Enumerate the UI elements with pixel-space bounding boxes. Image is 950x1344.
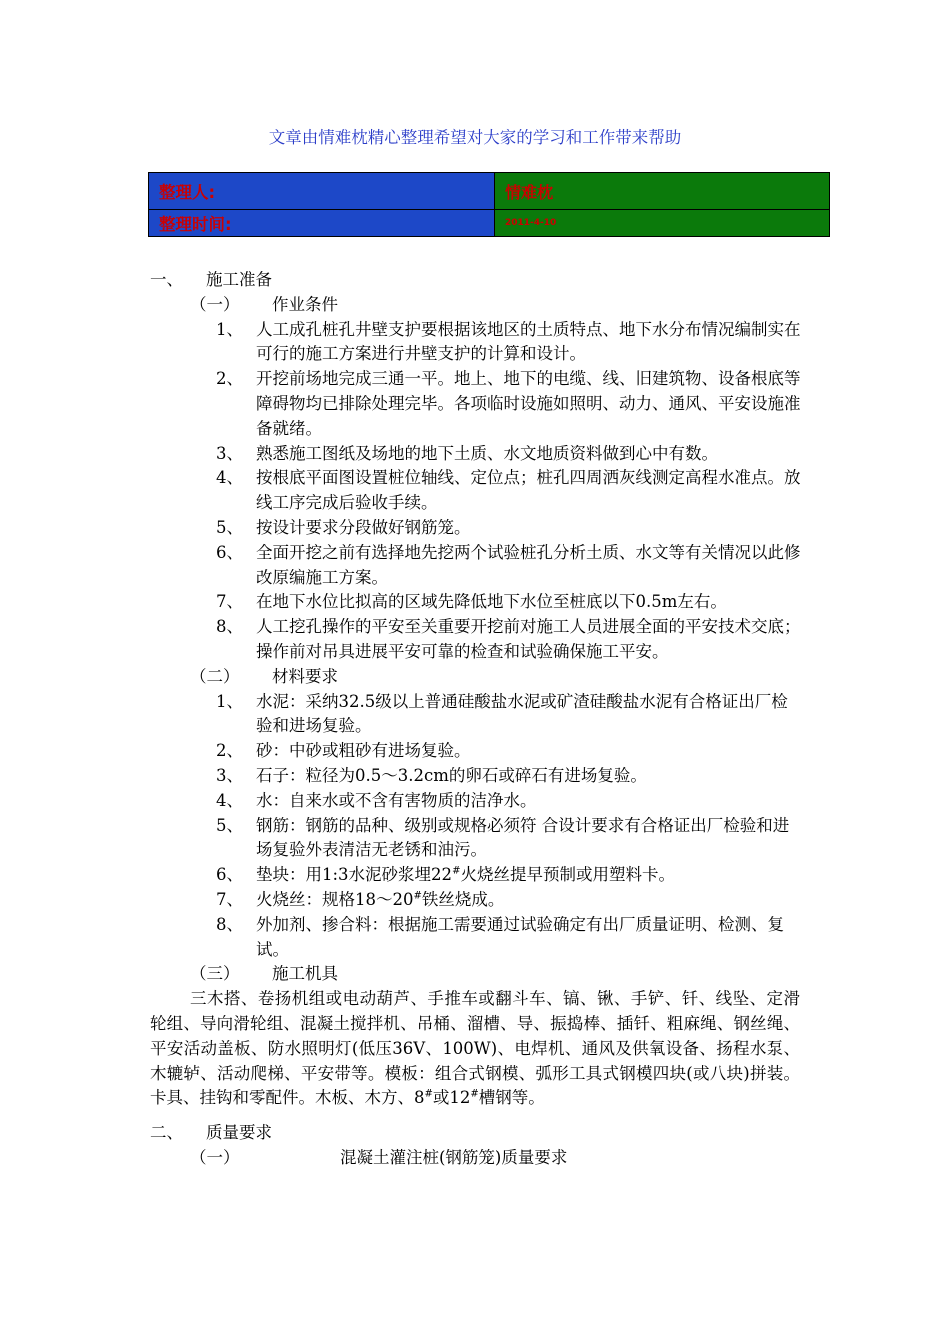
item-number: 8、: [216, 914, 243, 934]
subsection-number: （三）: [190, 964, 240, 984]
list-item: [0, 367, 802, 441]
item-number: 1、: [216, 691, 243, 711]
list-item: [0, 516, 802, 541]
list-item: [0, 764, 802, 789]
item-text: 砂：中砂或粗砂有进场复验。: [256, 741, 471, 761]
section-heading: [0, 1121, 950, 1146]
spacer: [0, 1111, 950, 1121]
item-text: 水泥：采纳32.5级以上普通硅酸盐水泥或矿渣硅酸盐水泥有合格证出厂检验和进场复验。: [256, 691, 788, 736]
section-number: 一、: [150, 270, 183, 289]
subsection-number: （二）: [190, 666, 240, 686]
section-title: 施工准备: [206, 270, 272, 289]
paragraph-text: 或12: [432, 1088, 471, 1108]
section-number: 二、: [150, 1123, 183, 1143]
item-number: 5、: [216, 517, 243, 537]
paragraph: [0, 987, 800, 1111]
subsection-heading: [0, 665, 950, 690]
subsection-number: （一）: [190, 1147, 240, 1167]
item-number: 3、: [216, 765, 243, 785]
item-text: 人工挖孔操作的平安至关重要开挖前对施工人员进展全面的平安技术交底；操作前对吊具进展平安可靠的检查和试验确保施工平安。: [256, 617, 801, 661]
list-item: [0, 690, 802, 740]
section-heading: [0, 268, 950, 293]
item-text: 水：自来水或不含有害物质的洁净水。: [256, 790, 537, 810]
list-item: [0, 814, 802, 864]
item-text: 铁丝烧成。: [421, 889, 505, 909]
item-number: 1、: [216, 319, 243, 339]
list-item: [0, 739, 802, 764]
editor-value: 情难枕: [495, 173, 830, 210]
document-body: [0, 268, 950, 1171]
paragraph-text: 三木搭、卷扬机组或电动葫芦、手推车或翻斗车、镐、锹、手铲、钎、线坠、定滑轮组、导向滑轮组、混凝土搅拌机、吊桶、溜槽、导、振捣棒、插钎、粗麻绳、钢丝绳、平安活动盖板、防水照明灯(低压36V、100W)、电焊机、通风及供氧设备、扬程水泵、木辘轳、活动爬梯、平安带等。模板：组合式钢模、弧形工具式钢模四块(或八块)拼装。卡具、挂钩和零配件。木板、木方、8: [150, 989, 800, 1108]
item-text: 开挖前场地完成三通一平。地上、地下的电缆、线、旧建筑物、设备根底等障碍物均已排除处理完毕。各项临时设施如照明、动力、通风、平安设施准备就绪。: [256, 369, 801, 438]
subsection-number: （一）: [190, 294, 240, 314]
item-text: 在地下水位比拟高的区域先降低地下水位至桩底以下0.5m左右。: [256, 592, 727, 612]
item-number: 5、: [216, 815, 243, 835]
item-number: 8、: [216, 617, 243, 637]
list-item: [0, 863, 802, 888]
item-text: 按设计要求分段做好钢筋笼。: [256, 517, 471, 537]
info-row-time: [149, 210, 830, 237]
item-text: 火烧丝提早预制或用塑料卡。: [460, 865, 675, 885]
info-table: [148, 172, 830, 237]
item-number: 7、: [216, 592, 243, 612]
item-text: 石子：粒径为0.5～3.2cm的卵石或碎石有进场复验。: [256, 765, 647, 785]
list-item: [0, 442, 802, 467]
item-text: 人工成孔桩孔井壁支护要根据该地区的土质特点、地下水分布情况编制实在可行的施工方案进行井壁支护的计算和设计。: [256, 319, 801, 364]
list-item: [0, 888, 802, 913]
info-row-editor: [149, 173, 830, 210]
item-text: 全面开挖之前有选择地先挖两个试验桩孔分析土质、水文等有关情况以此修改原编施工方案。: [256, 542, 801, 587]
subsection-title: 施工机具: [272, 964, 338, 984]
list-item: [0, 466, 802, 516]
list-item: [0, 913, 802, 963]
item-number: 2、: [216, 369, 243, 389]
item-text: 按根底平面图设置桩位轴线、定位点；桩孔四周洒灰线测定高程水准点。放线工序完成后验收手续。: [256, 468, 801, 513]
list-item: [0, 541, 802, 591]
list-item: [0, 590, 802, 615]
superscript-mark: #: [424, 1088, 433, 1100]
item-number: 4、: [216, 790, 243, 810]
section-title: 质量要求: [206, 1123, 272, 1143]
paragraph-text: 槽钢等。: [478, 1088, 545, 1108]
list-item: [0, 318, 802, 368]
subsection-title: 材料要求: [272, 666, 338, 686]
item-number: 2、: [216, 741, 243, 761]
time-label: 整理时间:: [149, 210, 495, 237]
time-value: 2011-4-10: [495, 210, 830, 237]
item-text: 钢筋：钢筋的品种、级别或规格必须符 合设计要求有合格证出厂检验和进场复验外表清洁无老锈和油污。: [256, 815, 790, 860]
subsection-heading: [0, 962, 950, 987]
item-text: 垫块：用1:3水泥砂浆埋22: [256, 865, 453, 885]
subsection-title: 作业条件: [272, 294, 338, 314]
item-number: 7、: [216, 889, 243, 909]
item-number: 6、: [216, 542, 243, 562]
subsection-title: 混凝土灌注桩(钢筋笼)质量要求: [340, 1147, 568, 1167]
editor-label: 整理人:: [149, 173, 495, 210]
superscript-mark: #: [413, 890, 422, 902]
superscript-mark: #: [452, 865, 461, 877]
item-number: 4、: [216, 468, 243, 488]
subsection-heading: [0, 1146, 950, 1171]
list-item: [0, 615, 802, 665]
item-text: 火烧丝：规格18～20: [256, 889, 414, 909]
superscript-mark: #: [470, 1088, 479, 1100]
list-item: [0, 789, 802, 814]
banner-text: 文章由情难枕精心整理希望对大家的学习和工作带来帮助: [268, 128, 682, 147]
subsection-heading: [0, 293, 950, 318]
item-text: 外加剂、掺合料：根据施工需要通过试验确定有出厂质量证明、检测、复试。: [256, 914, 784, 959]
item-number: 6、: [216, 865, 243, 885]
item-text: 熟悉施工图纸及场地的地下土质、水文地质资料做到心中有数。: [256, 443, 718, 463]
item-number: 3、: [216, 443, 243, 463]
